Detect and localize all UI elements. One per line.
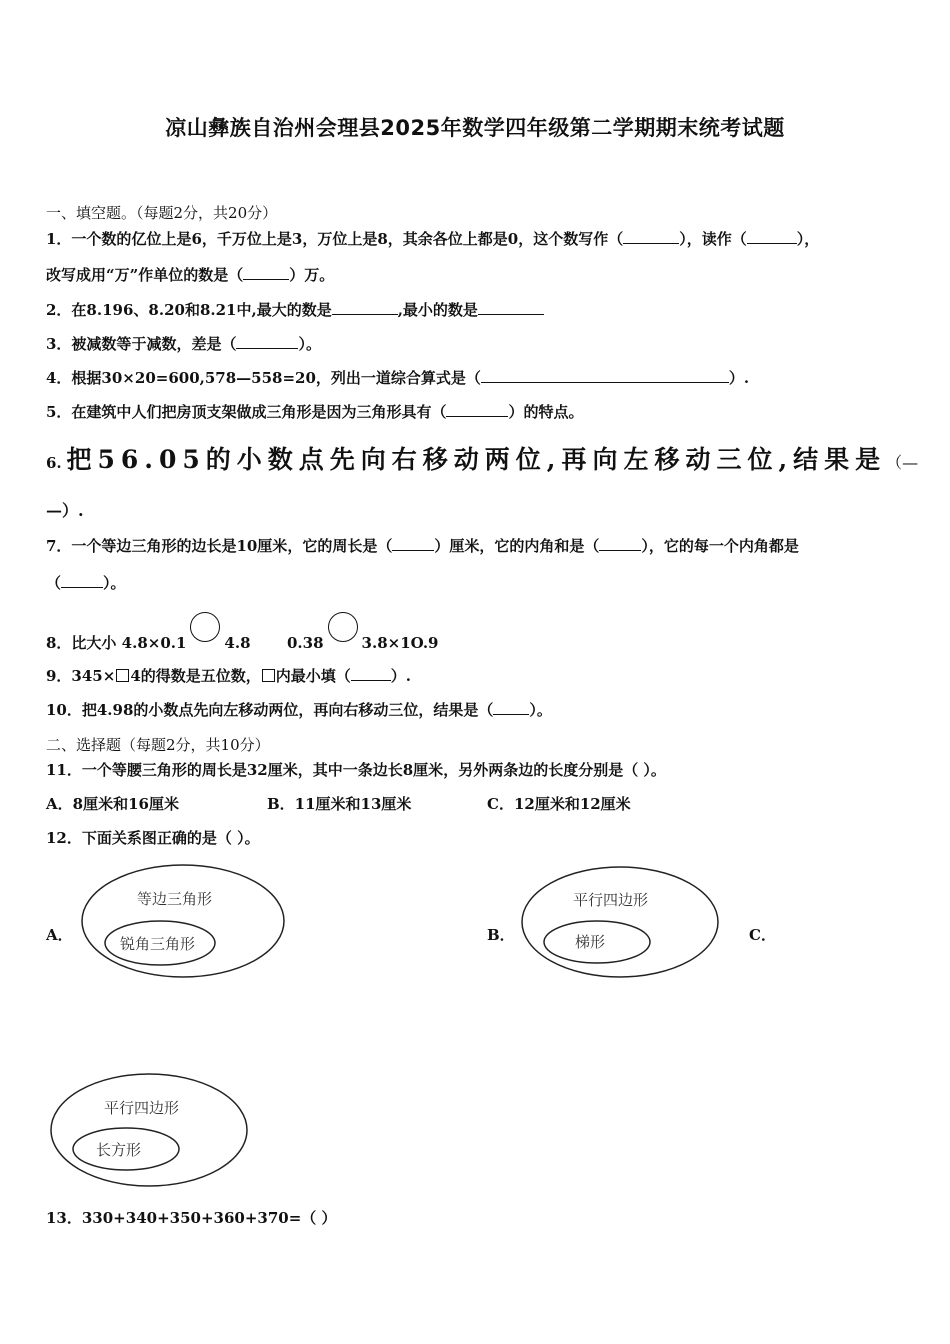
question-13: 13．330+340+350+360+370=（ ） — [46, 1209, 337, 1227]
diagram-c-inner-label: 长方形 — [96, 1141, 142, 1159]
diagram-b-outer-label: 平行四边形 — [573, 891, 649, 909]
question-7-line-2: （ ）。 — [46, 574, 126, 592]
venn-diagram-b — [518, 864, 722, 982]
question-10: 10．把4.98的小数点先向左移动两位，再向右移动三位，结果是（ ）。 — [46, 701, 552, 719]
option-11-c[interactable]: C．12厘米和12厘米 — [487, 795, 631, 813]
venn-diagram-c — [48, 1072, 252, 1192]
compare-circle-2[interactable] — [328, 612, 358, 642]
option-11-b[interactable]: B．11厘米和13厘米 — [267, 795, 412, 813]
section-2-heading: 二、选择题（每题2分，共10分） — [46, 736, 270, 754]
question-6-line-1: 6. 把56.05的小数点先向右移动两位,再向左移动三位,结果是（— — [46, 445, 919, 474]
diagram-c-outer-label: 平行四边形 — [104, 1099, 180, 1117]
compare-circle-1[interactable] — [190, 612, 220, 642]
option-12-b-label[interactable]: B． — [487, 926, 515, 944]
section-1-heading: 一、填空题。（每题2分，共20分） — [46, 204, 278, 222]
option-12-c-label[interactable]: C． — [749, 926, 776, 944]
question-9: 9．345× 4的得数是五位数， 内最小填（ ）. — [46, 667, 412, 685]
venn-diagram-a — [80, 862, 290, 984]
question-8: 8．比大小 4.8×0.1 4.8 0.38 3.8×1O.9 — [46, 612, 439, 653]
question-4: 4．根据30×20=600,578—558=20，列出一道综合算式是（ ）. — [46, 369, 750, 387]
diagram-a-inner-label: 锐角三角形 — [120, 935, 196, 953]
option-12-a-label[interactable]: A． — [46, 926, 73, 944]
question-7-line-1: 7．一个等边三角形的边长是10厘米，它的周长是（ ）厘米，它的内角和是（ ），它的每一个内角都是 — [46, 537, 799, 555]
diagram-b-inner-label: 梯形 — [575, 933, 606, 951]
diagram-a-outer-label: 等边三角形 — [137, 890, 213, 908]
question-2: 2．在8.196、8.20和8.21中,最大的数是 ,最小的数是 — [46, 299, 544, 320]
question-1-line-2: 改写成用“万”作单位的数是（ ）万。 — [46, 266, 335, 284]
square-box-icon — [262, 669, 275, 682]
question-12: 12．下面关系图正确的是（ ）。 — [46, 829, 260, 847]
question-1-line-1: 1．一个数的亿位上是6，千万位上是3，万位上是8，其余各位上都是0，这个数写作（ ），读作（ ）， — [46, 230, 820, 248]
question-3: 3．被减数等于减数，差是（ ）。 — [46, 335, 321, 353]
question-11: 11．一个等腰三角形的周长是32厘米，其中一条边长8厘米，另外两条边的长度分别是（ ）。 — [46, 761, 666, 779]
question-5: 5．在建筑中人们把房顶支架做成三角形是因为三角形具有（ ）的特点。 — [46, 403, 584, 421]
option-11-a[interactable]: A．8厘米和16厘米 — [46, 795, 179, 813]
outer-ellipse-a — [82, 865, 284, 977]
square-box-icon — [116, 669, 129, 682]
question-6-line-2: —）. — [46, 501, 84, 520]
page-title: 凉山彝族自治州会理县2025年数学四年级第二学期期末统考试题 — [165, 116, 785, 140]
